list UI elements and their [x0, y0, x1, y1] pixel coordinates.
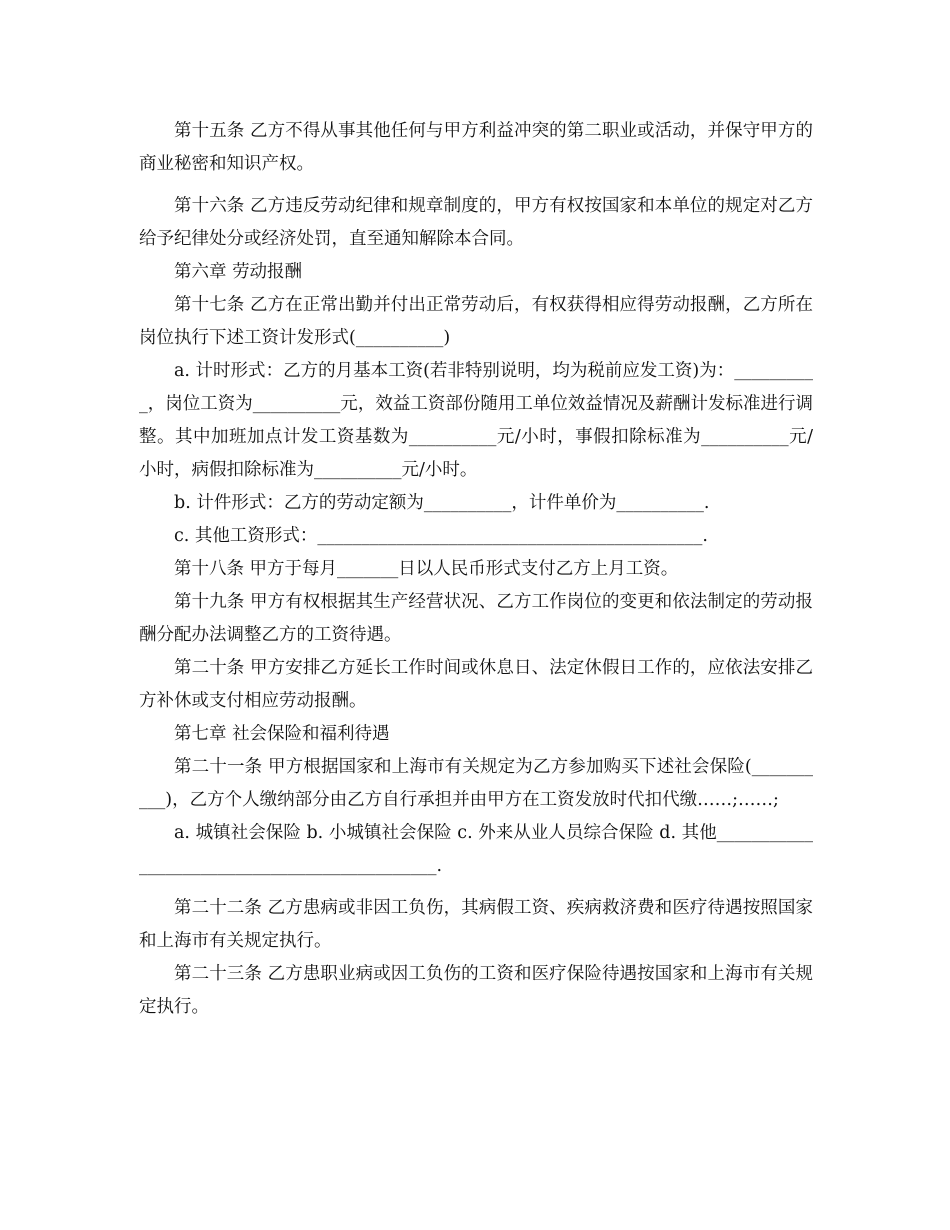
clause-17b-piecework: b. 计件形式：乙方的劳动定额为__________，计件单价为__________. [174, 493, 710, 513]
article-17: 第十七条 乙方在正常出勤并付出正常劳动后，有权获得相应得劳动报酬，乙方所在岗位执行下述工资计发形式(__________) [139, 295, 813, 348]
article-20: 第二十条 甲方安排乙方延长工作时间或休息日、法定休假日工作的，应依法安排乙方补休或支付相应劳动报酬。 [139, 658, 813, 711]
clause-21-options: a. 城镇社会保险 b. 小城镇社会保险 c. 外来从业人员综合保险 d. 其他_____________________________________________. [139, 823, 813, 876]
article-16: 第十六条 乙方违反劳动纪律和规章制度的，甲方有权按国家和本单位的规定对乙方给予纪律处分或经济处罚，直至通知解除本合同。 [139, 196, 813, 249]
article-15: 第十五条 乙方不得从事其他任何与甲方利益冲突的第二职业或活动，并保守甲方的商业秘密和知识产权。 [139, 121, 813, 174]
clause-17a-hourly: a. 计时形式：乙方的月基本工资(若非特别说明，均为税前应发工资)为：__________，岗位工资为__________元，效益工资部份随用工单位效益情况及薪酬计发标准进行调整。其中加班加点计发工资基数为__________元/小时，事假扣除标准为__________元/小时，病假扣除标准为__________元/小时。 [139, 361, 813, 480]
clause-17c-other: c. 其他工资形式：____________________________________________. [174, 526, 708, 546]
article-18: 第十八条 甲方于每月_______日以人民币形式支付乙方上月工资。 [174, 559, 679, 579]
chapter-7-heading: 第七章 社会保险和福利待遇 [174, 724, 390, 744]
article-23: 第二十三条 乙方患职业病或因工负伤的工资和医疗保险待遇按国家和上海市有关规定执行。 [139, 964, 813, 1017]
article-19: 第十九条 甲方有权根据其生产经营状况、乙方工作岗位的变更和依法制定的劳动报酬分配办法调整乙方的工资待遇。 [139, 592, 813, 645]
article-21: 第二十一条 甲方根据国家和上海市有关规定为乙方参加购买下述社会保险(__________)，乙方个人缴纳部分由乙方自行承担并由甲方在工资发放时代扣代缴……;……; [139, 757, 813, 810]
contract-body [139, 115, 813, 1024]
article-22: 第二十二条 乙方患病或非因工负伤，其病假工资、疾病救济费和医疗待遇按照国家和上海市有关规定执行。 [139, 898, 813, 951]
chapter-6-heading: 第六章 劳动报酬 [174, 262, 303, 282]
